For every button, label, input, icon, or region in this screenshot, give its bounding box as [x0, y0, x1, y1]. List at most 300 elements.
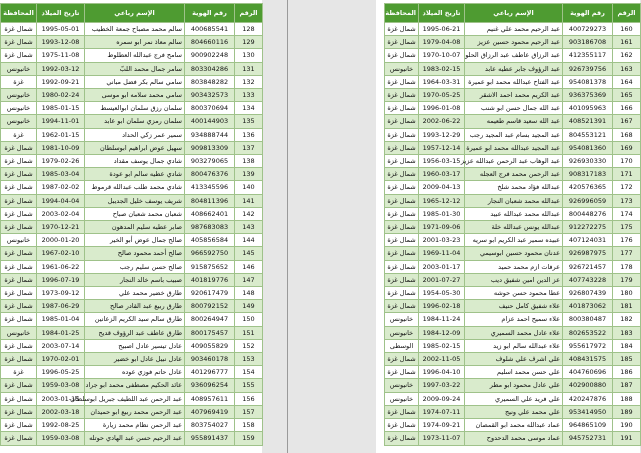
- cell-dob: 1993-12-29: [419, 128, 465, 141]
- cell-governorate: شمال غزة: [385, 23, 419, 36]
- cell-dob: 2003-07-14: [37, 339, 85, 352]
- table-row: [385, 23, 641, 36]
- cell-dob: 1974-07-11: [419, 405, 465, 418]
- cell-number: 140: [235, 181, 263, 194]
- cell-dob: 1971-09-06: [419, 221, 465, 234]
- cell-name: عائد الحكيم مصطفى محمد ابو جراد: [85, 379, 185, 392]
- cell-name: عبيده سمير عبد الكريم ابو سريه: [465, 234, 563, 247]
- cell-name: سلمان رزق سلمان ابوالعيسط: [85, 102, 185, 115]
- cell-dob: 1962-01-15: [37, 128, 85, 141]
- cell-name: طارق خضير محمد علي: [85, 287, 185, 300]
- cell-id: 926807439: [563, 287, 613, 300]
- cell-number: 153: [235, 353, 263, 366]
- cell-dob: 1969-11-04: [419, 247, 465, 260]
- cell-governorate: خانيونس: [385, 392, 419, 405]
- cell-id: 954081378: [563, 75, 613, 88]
- cell-dob: 1984-12-09: [419, 326, 465, 339]
- cell-number: 151: [235, 326, 263, 339]
- cell-dob: 2001-07-27: [419, 273, 465, 286]
- cell-governorate: شمال غزة: [1, 260, 37, 273]
- cell-number: 134: [235, 102, 263, 115]
- cell-number: 138: [235, 155, 263, 168]
- cell-name: عطا محمود حسن حوشه: [465, 287, 563, 300]
- cell-number: 182: [613, 313, 641, 326]
- cell-dob: 1964-03-31: [419, 75, 465, 88]
- cell-dob: 2003-02-04: [37, 207, 85, 220]
- cell-name: شادي عطيه سالم ابو عودة: [85, 168, 185, 181]
- cell-id: 955617972: [563, 339, 613, 352]
- cell-governorate: شمال غزة: [1, 141, 37, 154]
- cell-name: عبدالله محمد عبدالله عبيد: [465, 207, 563, 220]
- cell-governorate: خانيونس: [1, 62, 37, 75]
- cell-id: 400144903: [185, 115, 235, 128]
- cell-id: 954081360: [563, 141, 613, 154]
- cell-dob: 2009-09-24: [419, 392, 465, 405]
- cell-number: 145: [235, 247, 263, 260]
- cell-id: 800476376: [185, 168, 235, 181]
- cell-governorate: غزة: [1, 128, 37, 141]
- cell-dob: 1995-05-01: [37, 23, 85, 36]
- header-number: الرقم: [613, 4, 641, 23]
- cell-governorate: شمال غزة: [385, 128, 419, 141]
- table-row: [1, 102, 263, 115]
- cell-id: 926930330: [563, 155, 613, 168]
- table-row: [385, 141, 641, 154]
- cell-number: 155: [235, 379, 263, 392]
- table-row: [385, 419, 641, 432]
- cell-name: عبد الرحمن نظام محمد زيارة: [85, 419, 185, 432]
- cell-dob: 1987-06-29: [37, 300, 85, 313]
- cell-name: عماد موسى محمد الدحدوح: [465, 432, 563, 445]
- table-row: [1, 379, 263, 392]
- cell-name: عبد الله جمال حسن ابو شنب: [465, 102, 563, 115]
- cell-name: عبدالله يونس عبدالله خلة: [465, 221, 563, 234]
- cell-governorate: شمال غزة: [385, 49, 419, 62]
- cell-number: 141: [235, 194, 263, 207]
- cell-number: 136: [235, 128, 263, 141]
- cell-number: 139: [235, 168, 263, 181]
- cell-number: 171: [613, 168, 641, 181]
- cell-id: 804660116: [185, 36, 235, 49]
- table-row: [385, 207, 641, 220]
- header-id: رقم الهوية: [185, 4, 235, 23]
- cell-number: 184: [613, 339, 641, 352]
- cell-id: 966592750: [185, 247, 235, 260]
- cell-number: 162: [613, 49, 641, 62]
- cell-number: 132: [235, 75, 263, 88]
- cell-dob: 1992-08-25: [37, 419, 85, 432]
- cell-number: 170: [613, 155, 641, 168]
- table-row: [385, 405, 641, 418]
- cell-name: عبد المجيد عبدالله محمد ابو عميرة: [465, 141, 563, 154]
- cell-name: عبد الرحمن محمد ربيع ابو حميدان: [85, 405, 185, 418]
- cell-number: 173: [613, 194, 641, 207]
- cell-dob: 1975-11-08: [37, 49, 85, 62]
- cell-id: 955891437: [185, 432, 235, 445]
- cell-id: 408521391: [563, 115, 613, 128]
- cell-name: عدنان محمود حسين ابوسيمي: [465, 247, 563, 260]
- cell-dob: 1970-05-25: [419, 89, 465, 102]
- table-row: [1, 194, 263, 207]
- cell-name: علي فريد علي السميري: [465, 392, 563, 405]
- cell-governorate: شمال غزة: [385, 353, 419, 366]
- table-row: [1, 432, 263, 445]
- cell-dob: 1985-02-15: [419, 339, 465, 352]
- cell-id: 926739756: [563, 62, 613, 75]
- cell-dob: 1979-02-26: [37, 155, 85, 168]
- cell-dob: 1987-02-02: [37, 181, 85, 194]
- cell-dob: 2000-01-20: [37, 234, 85, 247]
- cell-dob: 1985-03-04: [37, 168, 85, 181]
- cell-governorate: شمال غزة: [1, 36, 37, 49]
- cell-governorate: شمال غزة: [385, 115, 419, 128]
- cell-dob: 1985-01-15: [37, 102, 85, 115]
- cell-id: 800175457: [185, 326, 235, 339]
- cell-dob: 1965-12-12: [419, 194, 465, 207]
- table-row: [385, 353, 641, 366]
- cell-name: شادي محمد طلب عبدالله قرموط: [85, 181, 185, 194]
- cell-dob: 1959-03-08: [37, 379, 85, 392]
- cell-number: 178: [613, 260, 641, 273]
- cell-name: عماد عبدالله محمد ابو القمصان: [465, 419, 563, 432]
- cell-governorate: شمال غزة: [1, 287, 37, 300]
- cell-number: 133: [235, 89, 263, 102]
- header-dob: تاريخ الميلاد: [419, 4, 465, 23]
- table-row: [1, 273, 263, 286]
- cell-number: 146: [235, 260, 263, 273]
- table-row: [1, 326, 263, 339]
- cell-name: عادل حاتم فوزي عوده: [85, 366, 185, 379]
- cell-governorate: خانيونس: [1, 102, 37, 115]
- cell-dob: 1996-07-19: [37, 273, 85, 286]
- cell-id: 915875652: [185, 260, 235, 273]
- cell-name: شعبان محمد شعبان صباح: [85, 207, 185, 220]
- cell-number: 176: [613, 234, 641, 247]
- cell-dob: 1984-01-25: [37, 326, 85, 339]
- cell-dob: 2002-11-05: [419, 353, 465, 366]
- table-row: [1, 300, 263, 313]
- table-row: [385, 313, 641, 326]
- cell-governorate: شمال غزة: [1, 181, 37, 194]
- cell-number: 129: [235, 36, 263, 49]
- cell-governorate: شمال غزة: [1, 432, 37, 445]
- records-table-left: [0, 3, 263, 446]
- cell-governorate: شمال غزة: [385, 287, 419, 300]
- cell-dob: 1994-11-01: [37, 115, 85, 128]
- cell-number: 128: [235, 23, 263, 36]
- cell-name: عبد الرحيم حسن عبد الهادي حوتله: [85, 432, 185, 445]
- cell-governorate: شمال غزة: [1, 392, 37, 405]
- cell-id: 800792152: [185, 300, 235, 313]
- cell-dob: 1979-04-08: [419, 36, 465, 49]
- cell-name: علي عادل محمود ابو مطر: [465, 379, 563, 392]
- cell-id: 420247876: [563, 392, 613, 405]
- cell-dob: 1959-03-08: [37, 432, 85, 445]
- cell-name: سهيل عوض ابراهيم ابوسلطان: [85, 141, 185, 154]
- cell-number: 180: [613, 287, 641, 300]
- cell-governorate: خانيونس: [385, 62, 419, 75]
- cell-number: 158: [235, 419, 263, 432]
- cell-number: 148: [235, 287, 263, 300]
- cell-name: عبد الفتاح عبدالله محمد ابو عميرة: [465, 75, 563, 88]
- table-row: [385, 392, 641, 405]
- cell-number: 137: [235, 141, 263, 154]
- cell-id: 903432573: [185, 89, 235, 102]
- cell-dob: 1954-05-30: [419, 287, 465, 300]
- table-row: [1, 287, 263, 300]
- cell-name: علاء شفيق كامل حنيف: [465, 300, 563, 313]
- cell-id: 912272275: [563, 221, 613, 234]
- cell-dob: 1973-11-07: [419, 432, 465, 445]
- cell-number: 164: [613, 75, 641, 88]
- header-name: الإسم رباعي: [85, 4, 185, 23]
- table-row: [1, 260, 263, 273]
- table-row: [385, 75, 641, 88]
- cell-dob: 1995-06-21: [419, 23, 465, 36]
- cell-id: 408662401: [185, 207, 235, 220]
- cell-id: 903279065: [185, 155, 235, 168]
- cell-dob: 1981-10-09: [37, 141, 85, 154]
- cell-dob: 1992-03-12: [37, 62, 85, 75]
- cell-name: طارق ربيع عبد القادر صالح: [85, 300, 185, 313]
- cell-id: 407969419: [185, 405, 235, 418]
- cell-id: 401873062: [563, 300, 613, 313]
- cell-name: سامر جمال محمد اللبّ: [85, 62, 185, 75]
- cell-number: 174: [613, 207, 641, 220]
- cell-governorate: شمال غزة: [1, 273, 37, 286]
- table-row: [385, 273, 641, 286]
- cell-name: عبد الوهاب عبد الرحمن عبدالله عزيز: [465, 155, 563, 168]
- cell-name: علاء عادل محمد السميري: [465, 326, 563, 339]
- cell-name: عبدالله فؤاد محمد شلخ: [465, 181, 563, 194]
- cell-id: 412355117: [563, 49, 613, 62]
- cell-governorate: شمال غزة: [385, 405, 419, 418]
- cell-governorate: شمال غزة: [385, 75, 419, 88]
- cell-id: 926996059: [563, 194, 613, 207]
- cell-name: طارق سالم سيد الكريم الزعانين: [85, 313, 185, 326]
- cell-id: 803848282: [185, 75, 235, 88]
- cell-number: 163: [613, 62, 641, 75]
- cell-id: 909813309: [185, 141, 235, 154]
- cell-name: علاء عبدالله سالم ابو زيد: [465, 339, 563, 352]
- cell-dob: 1970-02-01: [37, 353, 85, 366]
- cell-dob: 1970-12-21: [37, 221, 85, 234]
- cell-name: عبد الكريم محمد احمد الاشقر: [465, 89, 563, 102]
- table-row: [1, 128, 263, 141]
- cell-dob: 1980-02-24: [37, 89, 85, 102]
- cell-name: صابر عطيه سليم المدهون: [85, 221, 185, 234]
- cell-dob: 1956-03-15: [419, 155, 465, 168]
- cell-dob: 1996-05-25: [37, 366, 85, 379]
- cell-name: علي اشرف علي شلوف: [465, 353, 563, 366]
- cell-name: علي حسن محمد اسليم: [465, 366, 563, 379]
- cell-dob: 1993-12-08: [37, 36, 85, 49]
- cell-governorate: شمال غزة: [1, 405, 37, 418]
- cell-name: عبد الرحمن عبد اللطيف جبريل ابوسلطان: [85, 392, 185, 405]
- cell-number: 190: [613, 419, 641, 432]
- cell-id: 903460178: [185, 353, 235, 366]
- cell-dob: 2009-04-13: [419, 181, 465, 194]
- cell-id: 908317183: [563, 168, 613, 181]
- header-number: الرقم: [235, 4, 263, 23]
- cell-id: 926987975: [563, 247, 613, 260]
- cell-governorate: شمال غزة: [1, 300, 37, 313]
- cell-number: 166: [613, 102, 641, 115]
- cell-number: 179: [613, 273, 641, 286]
- cell-number: 187: [613, 379, 641, 392]
- table-row: [385, 115, 641, 128]
- cell-dob: 1984-11-24: [419, 313, 465, 326]
- table-row: [385, 260, 641, 273]
- cell-dob: 2002-06-22: [419, 115, 465, 128]
- table-row: [385, 194, 641, 207]
- cell-id: 413345596: [185, 181, 235, 194]
- cell-dob: 1985-01-30: [419, 207, 465, 220]
- cell-name: شادي جمال يوسف مقداد: [85, 155, 185, 168]
- cell-id: 987683083: [185, 221, 235, 234]
- cell-governorate: شمال غزة: [385, 366, 419, 379]
- table-row: [385, 128, 641, 141]
- cell-dob: 2003-01-15: [37, 392, 85, 405]
- table-row: [1, 141, 263, 154]
- cell-number: 135: [235, 115, 263, 128]
- cell-number: 143: [235, 221, 263, 234]
- cell-number: 149: [235, 300, 263, 313]
- cell-number: 161: [613, 36, 641, 49]
- cell-id: 405856584: [185, 234, 235, 247]
- cell-id: 420576365: [563, 181, 613, 194]
- cell-number: 165: [613, 89, 641, 102]
- cell-name: سامي محمد سلامه ابو موسى: [85, 89, 185, 102]
- table-row: [385, 339, 641, 352]
- cell-id: 404760696: [563, 366, 613, 379]
- cell-number: 189: [613, 405, 641, 418]
- cell-number: 144: [235, 234, 263, 247]
- cell-name: علاء سميح احمد عزام: [465, 313, 563, 326]
- cell-name: عبد الرزاق عاطف عبد الرزاق الحلو: [465, 49, 563, 62]
- table-row: [1, 221, 263, 234]
- cell-number: 142: [235, 207, 263, 220]
- table-row: [385, 62, 641, 75]
- cell-governorate: غزة: [1, 75, 37, 88]
- table-header-row: [385, 4, 641, 23]
- cell-number: 160: [613, 23, 641, 36]
- cell-number: 181: [613, 300, 641, 313]
- table-row: [1, 168, 263, 181]
- cell-name: عبدالله محمد شعبان النجار: [465, 194, 563, 207]
- cell-dob: 1996-04-10: [419, 366, 465, 379]
- table-row: [385, 221, 641, 234]
- cell-dob: 1994-04-04: [37, 194, 85, 207]
- cell-id: 964865109: [563, 419, 613, 432]
- cell-id: 400685541: [185, 23, 235, 36]
- cell-number: 154: [235, 366, 263, 379]
- cell-dob: 1961-06-22: [37, 260, 85, 273]
- cell-governorate: الوسطى: [385, 339, 419, 352]
- table-row: [1, 392, 263, 405]
- cell-governorate: شمال غزة: [385, 168, 419, 181]
- cell-governorate: شمال غزة: [385, 234, 419, 247]
- table-row: [385, 155, 641, 168]
- table-row: [1, 89, 263, 102]
- cell-id: 803754027: [185, 419, 235, 432]
- cell-number: 156: [235, 392, 263, 405]
- cell-number: 157: [235, 405, 263, 418]
- document-page-right: [376, 0, 640, 453]
- cell-governorate: شمال غزة: [1, 419, 37, 432]
- header-governorate: المحافظة: [1, 4, 37, 23]
- table-row: [1, 115, 263, 128]
- records-table-right: [384, 3, 641, 446]
- table-row: [1, 49, 263, 62]
- cell-governorate: شمال غزة: [385, 194, 419, 207]
- cell-name: صالح حسن سليم رجب: [85, 260, 185, 273]
- cell-dob: 1960-03-17: [419, 168, 465, 181]
- table-row: [1, 36, 263, 49]
- cell-id: 408957611: [185, 392, 235, 405]
- cell-name: عز الدين امين شفيق ديب: [465, 273, 563, 286]
- cell-dob: 1996-02-18: [419, 300, 465, 313]
- cell-id: 804811396: [185, 194, 235, 207]
- cell-number: 147: [235, 273, 263, 286]
- cell-id: 953414950: [563, 405, 613, 418]
- cell-id: 802653522: [563, 326, 613, 339]
- cell-governorate: شمال غزة: [385, 432, 419, 445]
- cell-id: 800370694: [185, 102, 235, 115]
- cell-id: 800448276: [563, 207, 613, 220]
- cell-name: عبد الله سعيد قاسم طعيمه: [465, 115, 563, 128]
- cell-dob: 1992-09-21: [37, 75, 85, 88]
- cell-governorate: خانيونس: [1, 89, 37, 102]
- table-row: [1, 75, 263, 88]
- cell-id: 945752731: [563, 432, 613, 445]
- cell-governorate: شمال غزة: [1, 379, 37, 392]
- table-row: [1, 353, 263, 366]
- cell-governorate: شمال غزة: [1, 168, 37, 181]
- cell-dob: 1985-01-04: [37, 313, 85, 326]
- cell-name: سمير عمر زكي الحداد: [85, 128, 185, 141]
- cell-governorate: شمال غزة: [1, 353, 37, 366]
- cell-governorate: شمال غزة: [385, 419, 419, 432]
- cell-governorate: شمال غزة: [1, 194, 37, 207]
- cell-id: 401095963: [563, 102, 613, 115]
- cell-name: صالح أحمد محمود صالح: [85, 247, 185, 260]
- cell-dob: 1970-10-07: [419, 49, 465, 62]
- header-governorate: المحافظة: [385, 4, 419, 23]
- cell-dob: 1997-03-22: [419, 379, 465, 392]
- table-row: [385, 234, 641, 247]
- cell-dob: 2001-03-23: [419, 234, 465, 247]
- cell-number: 185: [613, 353, 641, 366]
- table-row: [1, 62, 263, 75]
- cell-governorate: خانيونس: [385, 326, 419, 339]
- cell-governorate: شمال غزة: [385, 260, 419, 273]
- cell-governorate: شمال غزة: [385, 89, 419, 102]
- cell-governorate: شمال غزة: [1, 247, 37, 260]
- cell-name: عبد الرؤوف جابر عطيه عابد: [465, 62, 563, 75]
- cell-id: 926721457: [563, 260, 613, 273]
- cell-id: 401296777: [185, 366, 235, 379]
- table-row: [385, 36, 641, 49]
- cell-id: 401819776: [185, 273, 235, 286]
- cell-name: سلمان رمزي سلمان ابو عابد: [85, 115, 185, 128]
- cell-name: عرفات ازم محمد حميد: [465, 260, 563, 273]
- table-row: [385, 326, 641, 339]
- cell-name: صالح جمال عوض أبو الخير: [85, 234, 185, 247]
- cell-id: 920617479: [185, 287, 235, 300]
- cell-dob: 2002-03-18: [37, 405, 85, 418]
- cell-governorate: شمال غزة: [385, 155, 419, 168]
